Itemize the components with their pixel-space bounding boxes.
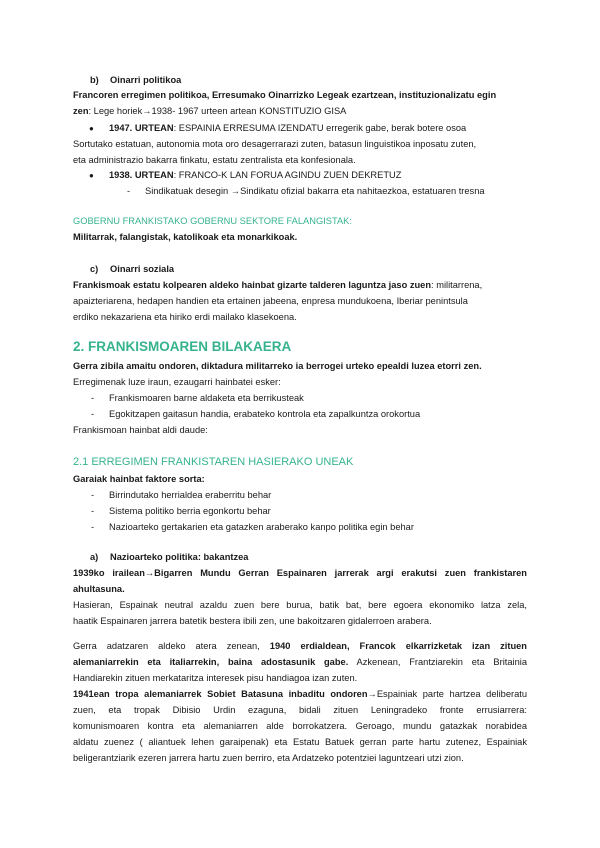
gobernu-heading: GOBERNU FRANKISTAKO GOBERNU SEKTORE FALANGISTAK: bbox=[73, 216, 352, 226]
hasierako-item-3-dash: - bbox=[91, 522, 95, 532]
b-lead-laws: : Lege horiek→1938- 1967 urteen artean KONSTITUZIO GISA bbox=[88, 106, 347, 116]
bullet-2-year: 1938. URTEAN bbox=[109, 170, 174, 180]
section-c-title: Oinarri soziala bbox=[110, 264, 175, 274]
b-lead-line-1: Francoren erregimen politikoa, Erresumako Oinarrizko Legeak ezartzean, instituzionalizatu egin bbox=[73, 90, 497, 100]
a-p2-line-3: Handiarekin zituen merkataritza interesek pisu handiagoa izan zuten. bbox=[73, 673, 358, 683]
hasierako-item-1-dash: - bbox=[91, 490, 95, 500]
b-lead-line-2 bbox=[73, 105, 346, 117]
section-a-title: Nazioarteko politika: bakantzea bbox=[110, 552, 249, 562]
bilakaera-item-2: Egokitzapen gaitasun handia, erabateko kontrola eta zapalkuntza orokortua bbox=[109, 409, 421, 419]
heading-bilakaera: 2. FRANKISMOAREN BILAKAERA bbox=[73, 339, 292, 354]
a-lead-line-1: 1939ko irailean→Bigarren Mundu Gerran Espainaren jarrerak argi erakutsi zuen frankistaren bbox=[73, 568, 527, 578]
c-lead-text: : militarrena, bbox=[431, 280, 483, 290]
bilakaera-line-2: Erregimenak luze iraun, ezaugarri hainbatei esker: bbox=[73, 377, 281, 387]
hasierako-item-2-dash: - bbox=[91, 506, 95, 516]
a-p2-line-2 bbox=[73, 656, 527, 668]
bilakaera-lead: Gerra zibila amaitu ondoren, diktadura militarreko ia berrogei urteko epealdi luzea etorri zen. bbox=[73, 361, 482, 371]
a-p3-line-3: komunismoaren kontra eta alemaniarren alde borrokatzera. Geroago, mundu gatazkak norabidea bbox=[73, 721, 527, 731]
a-p3-line-1-text: →Espainiak parte hartzea deliberatu bbox=[367, 689, 527, 699]
a-p2-line-2-text: Azkenean, Frantziarekin eta Britainia bbox=[356, 657, 527, 667]
a-p3-line-4: aldatu zuenez ( aliantuek lehen garaipenak) eta Estatu Batuek gerran parte hartu zutenez, Espainiak bbox=[73, 737, 527, 747]
section-b-marker: b) bbox=[90, 75, 99, 85]
c-lead-bold: Frankismoak estatu kolpearen aldeko hainbat gizarte talderen laguntza jaso zuen bbox=[73, 280, 432, 290]
a-p3-line-2: zuen, eta tropak Dibisio Urdin ezaguna, bidali zituen Leningradeko fronte errusiarrera: bbox=[73, 705, 527, 715]
a-lead-line-2: ahultasuna. bbox=[73, 584, 125, 594]
bullet-2-glyph: ● bbox=[89, 171, 94, 180]
c-line-2: apaizteriarena, hedapen handien eta ertainen jabeena, enpresa mundukoena, Iberiar penintsula bbox=[73, 296, 468, 306]
section-b-title: Oinarri politikoa bbox=[110, 75, 182, 85]
bullet-1-text: : ESPAINIA ERRESUMA IZENDATU erregerik gabe, berak botere osoa bbox=[173, 123, 467, 133]
a-p2-line-1-text: Gerra adatzaren aldeko atera zenean, bbox=[73, 641, 260, 651]
bullet-1-cont-2: eta administrazio bakarra finkatu, estatu zentralista eta konfesionala. bbox=[73, 155, 356, 165]
bullet-2-line bbox=[109, 169, 401, 181]
a-p3-line-1 bbox=[73, 688, 527, 700]
bilakaera-line-3: Frankismoan hainbat aldi daude: bbox=[73, 425, 208, 435]
bilakaera-item-2-dash: - bbox=[91, 409, 95, 419]
c-line-3: erdiko nekazariena eta hiriko erdi mailako klasekoena. bbox=[73, 312, 297, 322]
bullet-1-cont-1: Sortutako estatuan, autonomia mota oro desagerrarazi zuten, batasun linguistikoa inposatu zuten, bbox=[73, 139, 477, 149]
section-a-marker: a) bbox=[90, 552, 99, 562]
hasierako-item-3: Nazioarteko gertakarien eta gatazken araberako kanpo politika egin behar bbox=[109, 522, 414, 532]
bullet-2-sub-dash: - bbox=[127, 186, 131, 196]
hasierako-item-1: Birrindutako herrialdea eraberritu behar bbox=[109, 490, 272, 500]
c-lead-line bbox=[73, 279, 482, 291]
a-p2-line-1 bbox=[73, 640, 527, 652]
section-c-marker: c) bbox=[90, 264, 99, 274]
bullet-2-sub-text: Sindikatuak desegin →Sindikatu ofizial bakarra eta nahitaezkoa, estatuaren tresna bbox=[145, 186, 485, 196]
bullet-1-year: 1947. URTEAN bbox=[109, 123, 174, 133]
heading-hasierako: 2.1 ERREGIMEN FRANKISTAREN HASIERAKO UNEAK bbox=[73, 456, 354, 468]
a-p3-line-1-bold: 1941ean tropa alemaniarrek Sobiet Batasuna inbaditu ondoren bbox=[73, 689, 368, 699]
hasierako-item-2: Sistema politiko berria egonkortu behar bbox=[109, 506, 271, 516]
a-p1-line-2: haatik Espainaren jarrera batetik bestera ibili zen, une bakoitzaren gidalerroen arabera. bbox=[73, 616, 432, 626]
a-p3-line-5: beligerantziarik ezeren jarrera hartu zuen berriro, eta Ardatzeko potentziei laguntzeari utzi zion. bbox=[73, 753, 464, 763]
hasierako-lead: Garaiak hainbat faktore sorta: bbox=[73, 474, 205, 484]
bullet-2-text: : FRANCO-K LAN FORUA AGINDU ZUEN DEKRETUZ bbox=[173, 170, 402, 180]
a-p1-line-1: Hasieran, Espainak neutral azaldu zuen bere burua, batik bat, bere egoera ekonomiko latza zela, bbox=[73, 600, 527, 610]
gobernu-text: Militarrak, falangistak, katolikoak eta monarkikoak. bbox=[73, 232, 298, 242]
b-lead-zen: zen bbox=[73, 106, 89, 116]
bilakaera-item-1-dash: - bbox=[91, 393, 95, 403]
bilakaera-item-1: Frankismoaren barne aldaketa eta berrikusteak bbox=[109, 393, 304, 403]
bullet-1-glyph: ● bbox=[89, 124, 94, 133]
bullet-1-line bbox=[109, 122, 466, 134]
a-p2-line-1-bold: 1940 erdialdean, Francok elkarrizketak izan zituen bbox=[269, 641, 527, 651]
a-p2-line-2-bold: alemaniarrekin eta italiarrekin, baina adostasunik gabe. bbox=[73, 657, 349, 667]
